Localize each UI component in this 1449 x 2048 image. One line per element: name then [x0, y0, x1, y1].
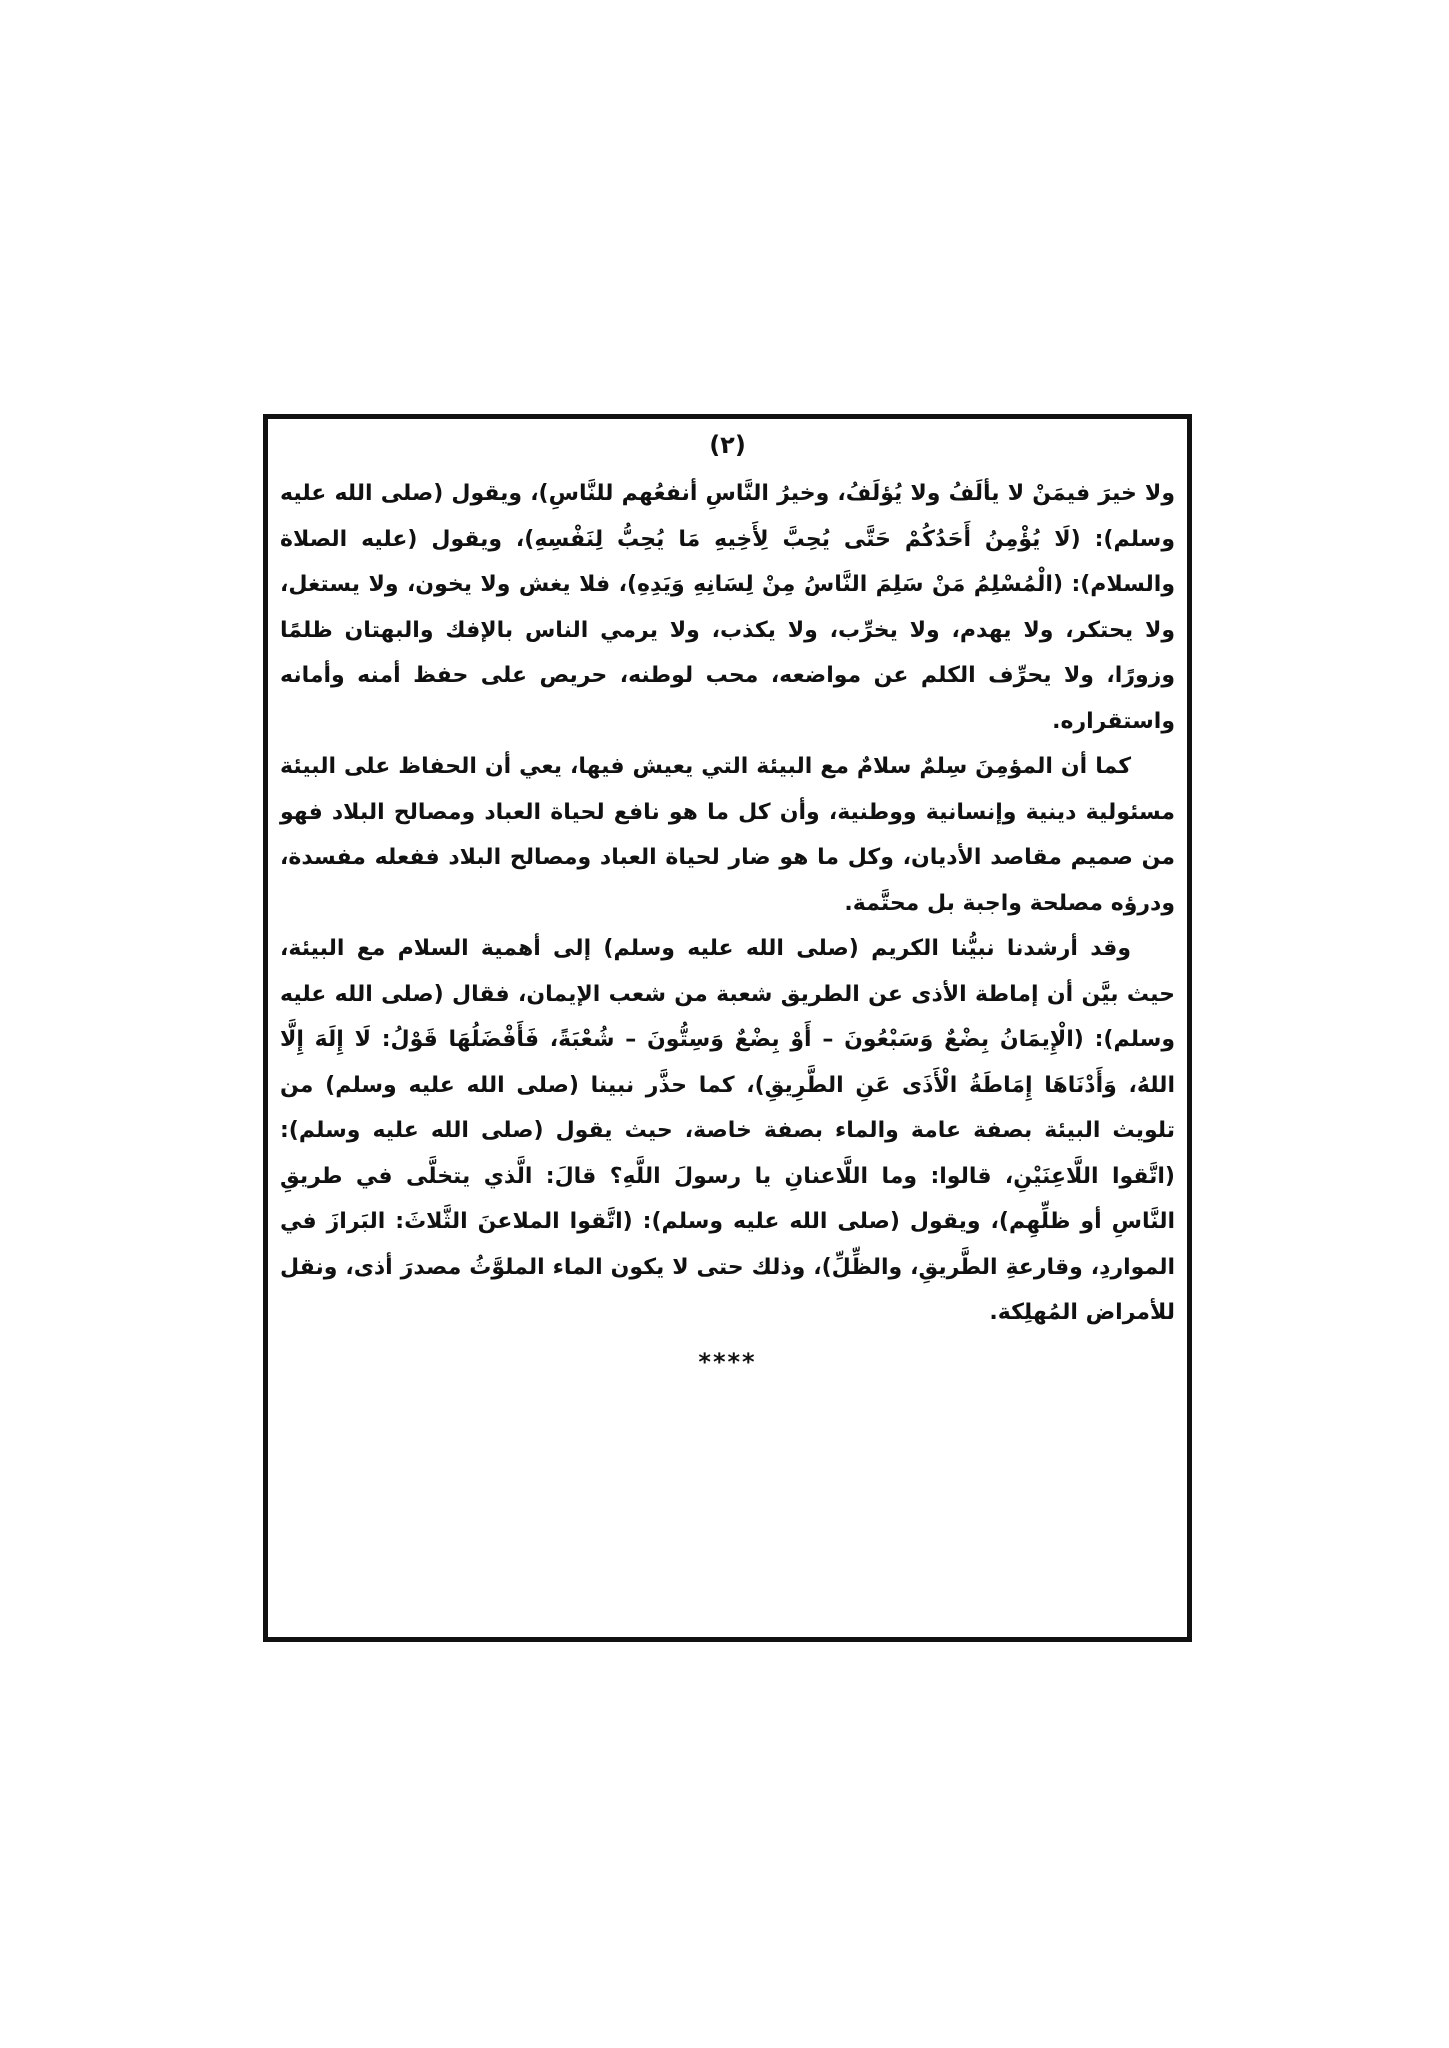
- body-text: [280, 471, 1175, 1385]
- paragraph-2: كما أن المؤمِنَ سِلمٌ سلامٌ مع البيئة التي يعيش فيها، يعي أن الحفاظ على البيئة مسئولية دينية وإنسانية ووطنية، وأن كل ما هو نافع لحياة العباد ومصالح البلاد فهو من صميم مقاصد الأديان، وكل ما هو ضار لحياة العباد ومصالح البلاد ففعله مفسدة، ودرؤه مصلحة واجبة بل محتَّمة.: [280, 754, 1175, 916]
- paragraph-3: وقد أرشدنا نبيُّنا الكريم (صلى الله عليه وسلم) إلى أهمية السلام مع البيئة، حيث بيَّن أن إماطة الأذى عن الطريق شعبة من شعب الإيمان، فقال (صلى الله عليه وسلم): (الْإِيمَانُ بِضْعٌ وَسَبْعُونَ – أَوْ بِضْعٌ وَسِتُّونَ – شُعْبَةً، فَأَفْضَلُهَا قَوْلُ: لَا إِلَهَ إِلَّا اللهُ، وَأَدْنَاهَا إِمَاطَةُ الْأَذَى عَنِ الطَّرِيقِ)، كما حذَّر نبينا (صلى الله عليه وسلم) من تلويث البيئة بصفة عامة والماء بصفة خاصة، حيث يقول (صلى الله عليه وسلم): (اتَّقوا اللَّاعِنَيْنِ، قالوا: وما اللَّاعنانِ يا رسولَ اللَّهِ؟ قالَ: الَّذي يتخلَّى في طريقِ النَّاسِ أو ظلِّهِم)، ويقول (صلى الله عليه وسلم): (اتَّقوا الملاعنَ الثَّلاثَ: البَرازَ في المواردِ، وقارعةِ الطَّريقِ، والظِّلِّ)، وذلك حتى لا يكون الماء الملوَّثُ مصدرَ أذى، ونقل للأمراض المُهلِكة.: [280, 936, 1175, 1325]
- section-separator: ****: [698, 1347, 757, 1376]
- page-frame: [263, 414, 1192, 1642]
- page-number: (٢): [709, 431, 746, 459]
- paragraph-1: ولا خيرَ فيمَنْ لا يألَفُ ولا يُؤلَفُ، وخيرُ النَّاسِ أنفعُهم للنَّاسِ)، ويقول (صلى الله عليه وسلم): (لَا يُؤْمِنُ أَحَدُكُمْ حَتَّى يُحِبَّ لِأَخِيهِ مَا يُحِبُّ لِنَفْسِهِ)، ويقول (عليه الصلاة والسلام): (الْمُسْلِمُ مَنْ سَلِمَ النَّاسُ مِنْ لِسَانِهِ وَيَدِهِ)، فلا يغش ولا يخون، ولا يستغل، ولا يحتكر، ولا يهدم، ولا يخرِّب، ولا يكذب، ولا يرمي الناس بالإفك والبهتان ظلمًا وزورًا، ولا يحرِّف الكلم عن مواضعه، محب لوطنه، حريص على حفظ أمنه وأمانه واستقراره.: [280, 481, 1175, 734]
